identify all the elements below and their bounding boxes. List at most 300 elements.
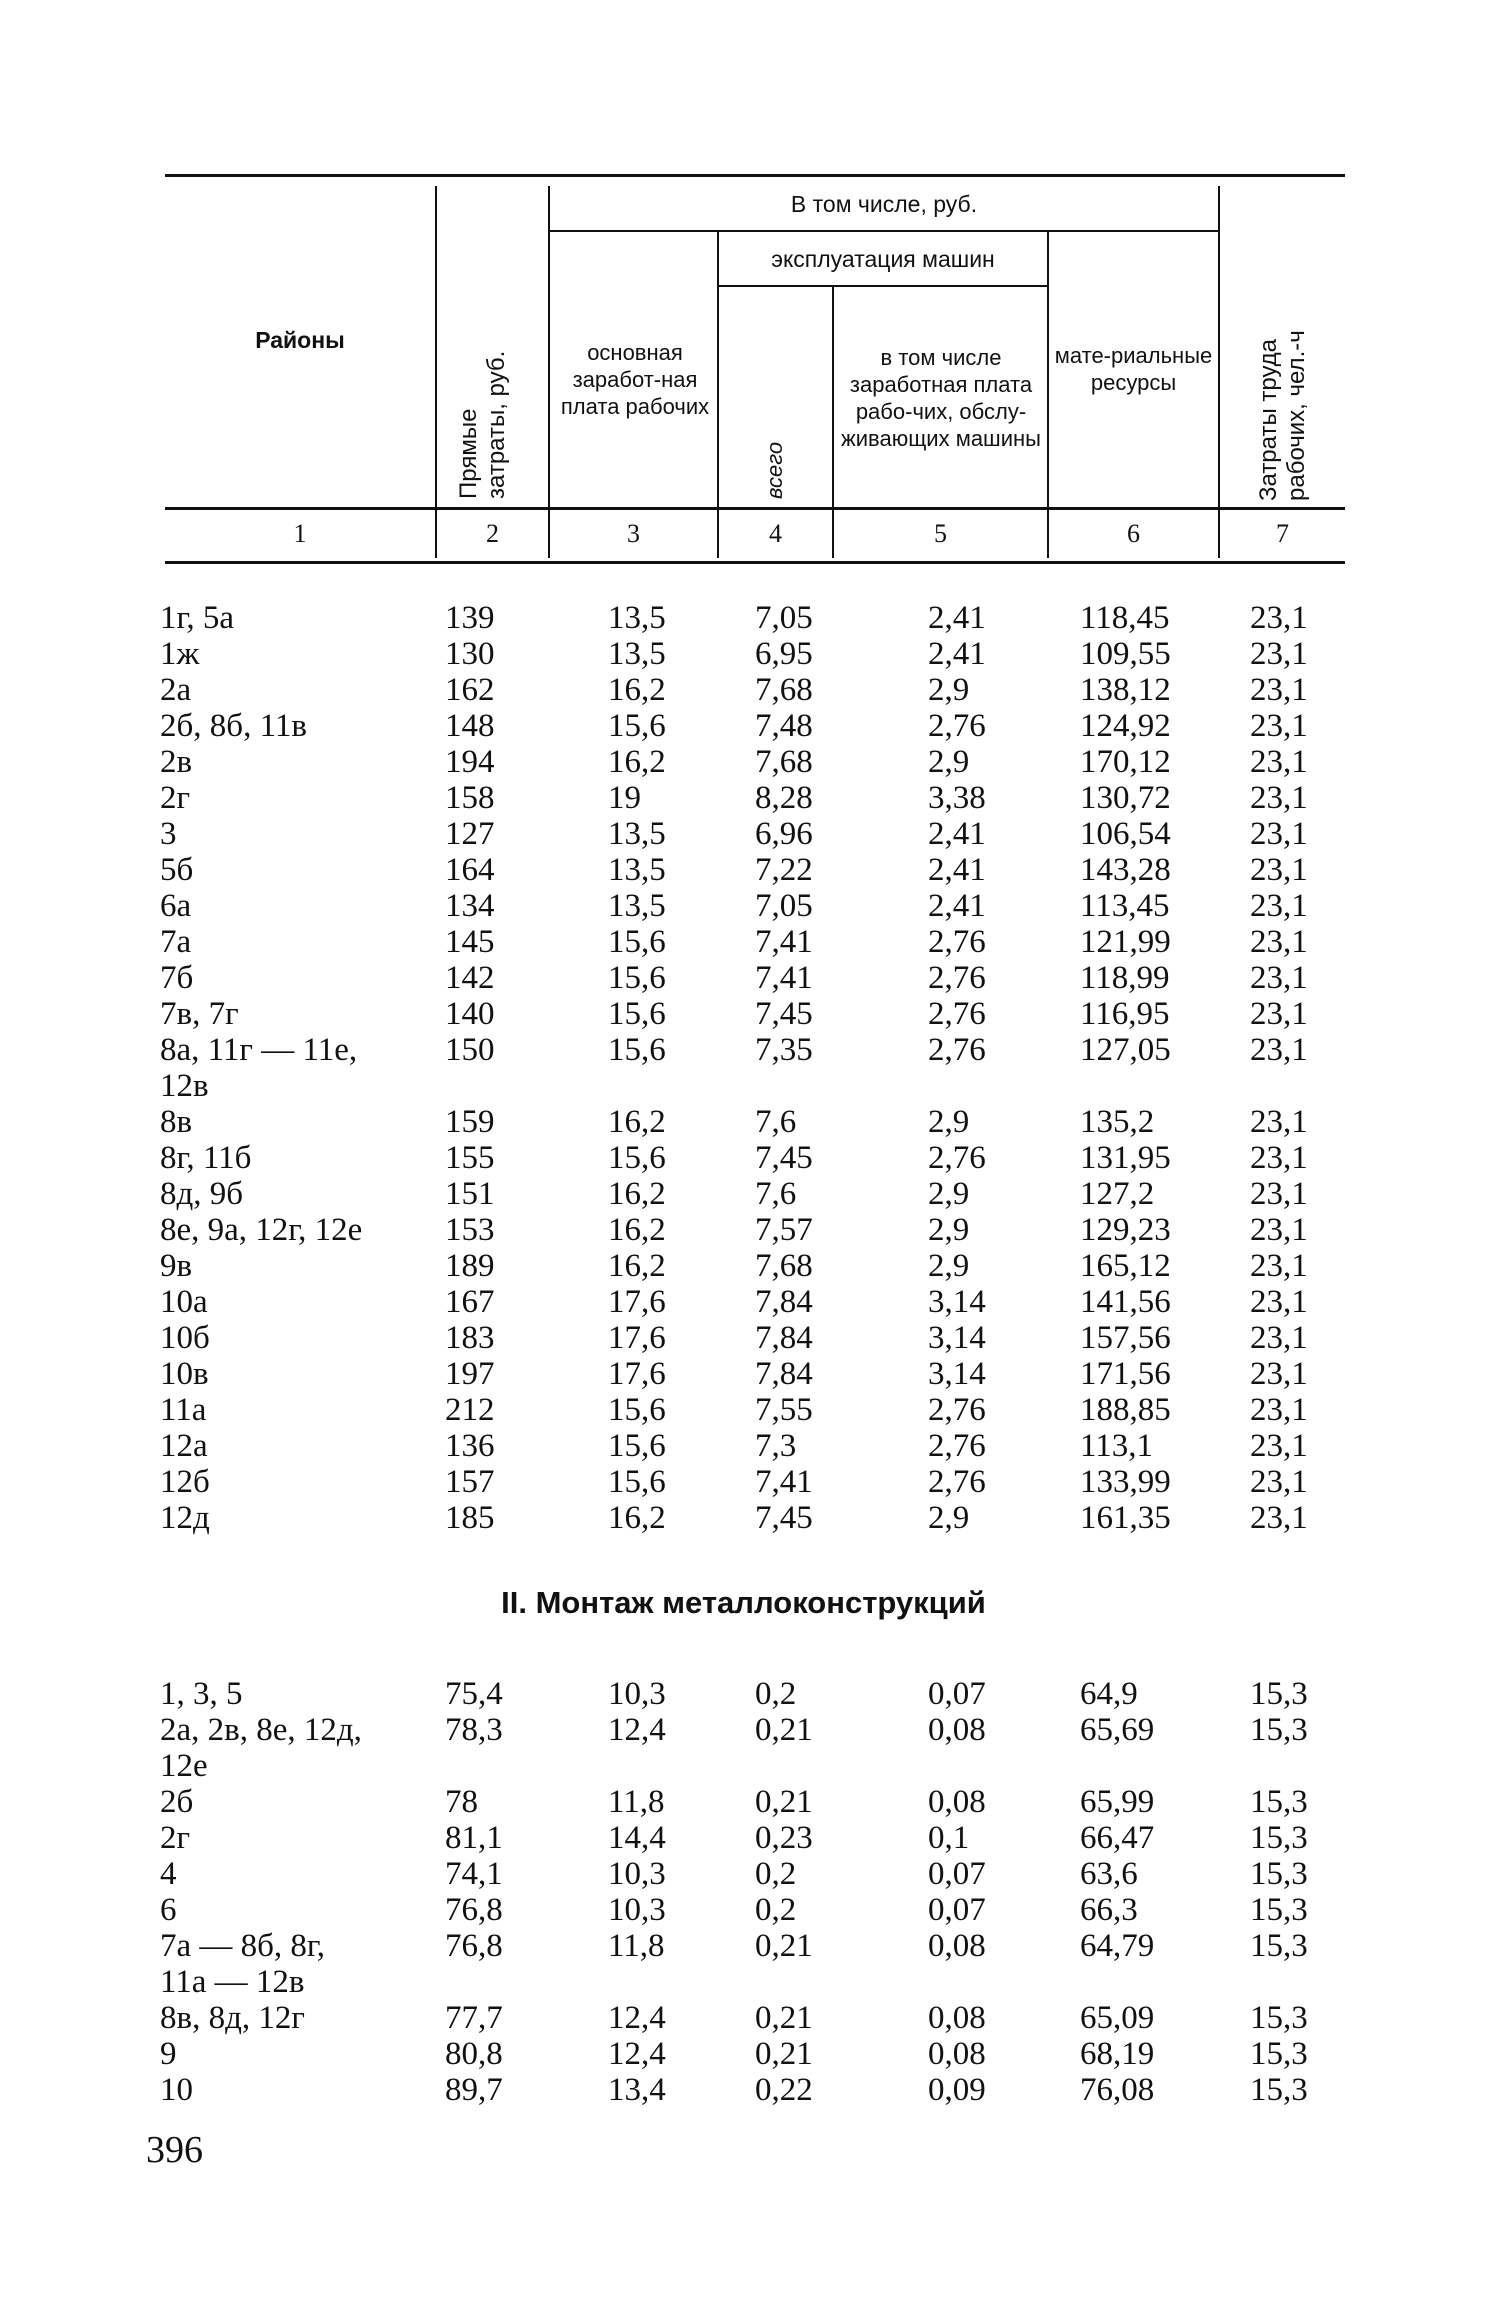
numbers-bottom-rule <box>165 561 1345 564</box>
cell-materials: 133,99 <box>1080 1464 1171 1500</box>
cell-direct-costs: 134 <box>445 888 495 924</box>
cell-machines-wage: 3,14 <box>928 1356 986 1392</box>
cell-labor: 15,3 <box>1250 1892 1308 1928</box>
cell-materials: 170,12 <box>1080 744 1171 780</box>
cell-direct-costs: 75,4 <box>445 1676 503 1712</box>
table-row <box>0 1892 1487 1928</box>
table-row <box>0 1784 1487 1820</box>
table-row <box>0 888 1487 924</box>
cell-base-wage: 10,3 <box>608 1856 666 1892</box>
cell-materials: 118,99 <box>1080 960 1170 996</box>
cell-labor: 23,1 <box>1250 960 1308 996</box>
table-header <box>165 174 1345 569</box>
cell-labor: 23,1 <box>1250 744 1308 780</box>
cell-materials: 157,56 <box>1080 1320 1171 1356</box>
cell-direct-costs: 197 <box>445 1356 495 1392</box>
table-row <box>0 1464 1487 1500</box>
cell-district: 8в <box>160 1104 193 1140</box>
cell-district: 7а — 8б, 8г, <box>160 1928 325 1964</box>
cell-machines-wage: 2,41 <box>928 600 986 636</box>
cell-base-wage: 12,4 <box>608 2000 666 2036</box>
cell-district: 6 <box>160 1892 177 1928</box>
cell-base-wage: 16,2 <box>608 1248 666 1284</box>
vrule-2 <box>548 186 550 558</box>
cell-base-wage: 15,6 <box>608 924 666 960</box>
cell-direct-costs: 194 <box>445 744 495 780</box>
cell-materials: 188,85 <box>1080 1392 1171 1428</box>
table-row-continuation <box>0 1068 1487 1104</box>
cell-district-continuation: 12в <box>160 1068 209 1104</box>
cell-materials: 64,9 <box>1080 1676 1138 1712</box>
cell-labor: 15,3 <box>1250 1856 1308 1892</box>
col-number-2: 2 <box>486 519 499 548</box>
table-row-continuation <box>0 1748 1487 1784</box>
table-row <box>0 2000 1487 2036</box>
cell-labor: 15,3 <box>1250 2072 1308 2108</box>
cell-direct-costs: 185 <box>445 1500 495 1536</box>
cell-labor: 23,1 <box>1250 1212 1308 1248</box>
cell-machines-total: 7,3 <box>755 1428 797 1464</box>
cell-base-wage: 15,6 <box>608 1392 666 1428</box>
cell-direct-costs: 80,8 <box>445 2036 503 2072</box>
cell-materials: 116,95 <box>1080 996 1170 1032</box>
cell-machines-wage: 2,9 <box>928 1176 970 1212</box>
cell-materials: 106,54 <box>1080 816 1171 852</box>
cell-base-wage: 13,5 <box>608 816 666 852</box>
table-row <box>0 1140 1487 1176</box>
table-row <box>0 1928 1487 1964</box>
cell-district: 2б, 8б, 11в <box>160 708 307 744</box>
cell-district: 8а, 11г — 11е, <box>160 1032 358 1068</box>
cell-machines-wage: 2,76 <box>928 708 986 744</box>
table-row <box>0 600 1487 636</box>
cell-materials: 66,47 <box>1080 1820 1155 1856</box>
cell-machines-wage: 2,76 <box>928 1428 986 1464</box>
cell-district: 2б <box>160 1784 194 1820</box>
cell-labor: 15,3 <box>1250 1712 1308 1748</box>
cell-materials: 127,2 <box>1080 1176 1155 1212</box>
cell-district: 1ж <box>160 636 200 672</box>
cell-district: 8д, 9б <box>160 1176 244 1212</box>
cell-machines-total: 7,68 <box>755 1248 813 1284</box>
group-header-v-tom-chisle: В том числе, руб. <box>790 190 978 217</box>
cell-machines-wage: 2,76 <box>928 1140 986 1176</box>
table-row <box>0 1104 1487 1140</box>
cell-direct-costs: 158 <box>445 780 495 816</box>
table-row <box>0 1428 1487 1464</box>
cell-base-wage: 16,2 <box>608 1212 666 1248</box>
table-row <box>0 672 1487 708</box>
cell-machines-total: 7,48 <box>755 708 813 744</box>
cell-direct-costs: 212 <box>445 1392 495 1428</box>
cell-labor: 23,1 <box>1250 1392 1308 1428</box>
cell-district: 2а, 2в, 8е, 12д, <box>160 1712 362 1748</box>
cell-district-continuation: 11а — 12в <box>160 1964 305 2000</box>
header-bottom-rule <box>165 507 1345 510</box>
cell-labor: 15,3 <box>1250 2036 1308 2072</box>
cell-labor: 23,1 <box>1250 1284 1308 1320</box>
col-number-5: 5 <box>934 519 947 548</box>
col-number-6: 6 <box>1127 519 1140 548</box>
cell-machines-wage: 0,08 <box>928 1784 986 1820</box>
cell-machines-wage: 2,76 <box>928 1032 986 1068</box>
cell-machines-wage: 0,08 <box>928 1928 986 1964</box>
cell-machines-wage: 3,14 <box>928 1284 986 1320</box>
table-row <box>0 1392 1487 1428</box>
col-header-zatraty-truda: Затраты труда рабочих, чел.-ч <box>1255 330 1310 501</box>
cell-materials: 165,12 <box>1080 1248 1171 1284</box>
cell-district: 11а <box>160 1392 207 1428</box>
cell-base-wage: 19 <box>608 780 641 816</box>
table-row <box>0 744 1487 780</box>
cell-machines-total: 0,2 <box>755 1892 797 1928</box>
cell-base-wage: 11,8 <box>608 1928 665 1964</box>
cell-machines-total: 7,68 <box>755 672 813 708</box>
cell-base-wage: 16,2 <box>608 672 666 708</box>
table-row <box>0 708 1487 744</box>
cell-machines-total: 7,84 <box>755 1356 813 1392</box>
cell-district: 2а <box>160 672 192 708</box>
cell-machines-wage: 2,76 <box>928 924 986 960</box>
cell-district: 8в, 8д, 12г <box>160 2000 305 2036</box>
cell-labor: 23,1 <box>1250 1248 1308 1284</box>
cell-materials: 143,28 <box>1080 852 1171 888</box>
cell-machines-wage: 2,41 <box>928 852 986 888</box>
col-header-pryamye: Прямые затраты, руб. <box>455 350 510 499</box>
cell-machines-total: 7,6 <box>755 1176 797 1212</box>
machines-rule <box>717 285 1047 287</box>
col-header-zarplata-mashin: в том числе заработная плата рабо-чих, обслу-живающих машины <box>841 345 1041 451</box>
cell-direct-costs: 145 <box>445 924 495 960</box>
cell-labor: 23,1 <box>1250 780 1308 816</box>
cell-materials: 66,3 <box>1080 1892 1138 1928</box>
cell-labor: 23,1 <box>1250 1104 1308 1140</box>
cell-machines-wage: 0,09 <box>928 2072 986 2108</box>
cell-base-wage: 13,5 <box>608 600 666 636</box>
cell-machines-wage: 2,76 <box>928 1464 986 1500</box>
cell-materials: 118,45 <box>1080 600 1170 636</box>
cell-machines-total: 7,84 <box>755 1320 813 1356</box>
cell-labor: 23,1 <box>1250 996 1308 1032</box>
cell-machines-wage: 2,41 <box>928 816 986 852</box>
cell-materials: 76,08 <box>1080 2072 1155 2108</box>
cell-base-wage: 14,4 <box>608 1820 666 1856</box>
cell-base-wage: 16,2 <box>608 1104 666 1140</box>
cell-district: 1, 3, 5 <box>160 1676 243 1712</box>
cell-machines-wage: 0,07 <box>928 1676 986 1712</box>
cell-labor: 15,3 <box>1250 1784 1308 1820</box>
cell-direct-costs: 76,8 <box>445 1892 503 1928</box>
cell-machines-wage: 0,07 <box>928 1892 986 1928</box>
cell-district-continuation: 12е <box>160 1748 208 1784</box>
cell-direct-costs: 76,8 <box>445 1928 503 1964</box>
cell-direct-costs: 153 <box>445 1212 495 1248</box>
cell-machines-total: 7,41 <box>755 924 813 960</box>
cell-labor: 23,1 <box>1250 1320 1308 1356</box>
cell-district: 3 <box>160 816 177 852</box>
cell-materials: 65,69 <box>1080 1712 1155 1748</box>
cell-materials: 68,19 <box>1080 2036 1155 2072</box>
section2-title: II. Монтаж металлоконструкций <box>501 1585 986 1620</box>
cell-direct-costs: 136 <box>445 1428 495 1464</box>
cell-direct-costs: 139 <box>445 600 495 636</box>
cell-direct-costs: 81,1 <box>445 1820 503 1856</box>
cell-district: 10в <box>160 1356 209 1392</box>
cell-machines-wage: 2,41 <box>928 636 986 672</box>
group-header-ekspluataciya: эксплуатация машин <box>771 245 995 272</box>
cell-materials: 65,09 <box>1080 2000 1155 2036</box>
cell-labor: 23,1 <box>1250 672 1308 708</box>
col-header-osnovnaya: основная заработ-ная плата рабочих <box>560 339 710 419</box>
cell-district: 8е, 9а, 12г, 12е <box>160 1212 363 1248</box>
cell-machines-total: 6,95 <box>755 636 813 672</box>
cell-machines-wage: 2,9 <box>928 1500 970 1536</box>
cell-materials: 113,45 <box>1080 888 1170 924</box>
cell-labor: 15,3 <box>1250 1676 1308 1712</box>
cell-labor: 23,1 <box>1250 1140 1308 1176</box>
cell-direct-costs: 78,3 <box>445 1712 503 1748</box>
cell-machines-total: 7,45 <box>755 1500 813 1536</box>
table-row <box>0 1032 1487 1068</box>
table-row <box>0 2072 1487 2108</box>
cell-district: 9 <box>160 2036 177 2072</box>
cell-labor: 23,1 <box>1250 888 1308 924</box>
cell-machines-wage: 0,07 <box>928 1856 986 1892</box>
cell-machines-total: 0,2 <box>755 1676 797 1712</box>
vrule-1 <box>435 186 437 558</box>
cell-labor: 23,1 <box>1250 816 1308 852</box>
cell-labor: 15,3 <box>1250 1928 1308 1964</box>
cell-base-wage: 15,6 <box>608 1464 666 1500</box>
cell-base-wage: 16,2 <box>608 1500 666 1536</box>
cell-materials: 131,95 <box>1080 1140 1171 1176</box>
cell-machines-total: 0,2 <box>755 1856 797 1892</box>
cell-direct-costs: 189 <box>445 1248 495 1284</box>
cell-machines-total: 0,23 <box>755 1820 813 1856</box>
col-number-3: 3 <box>627 519 640 548</box>
cell-labor: 23,1 <box>1250 1032 1308 1068</box>
cell-machines-total: 7,45 <box>755 1140 813 1176</box>
cell-direct-costs: 130 <box>445 636 495 672</box>
cell-direct-costs: 159 <box>445 1104 495 1140</box>
vrule-5 <box>1047 232 1049 558</box>
cell-machines-total: 7,41 <box>755 960 813 996</box>
cell-machines-total: 0,21 <box>755 2036 813 2072</box>
table-row <box>0 996 1487 1032</box>
cell-direct-costs: 127 <box>445 816 495 852</box>
vrule-4 <box>832 287 834 558</box>
cell-machines-total: 0,21 <box>755 1784 813 1820</box>
cell-direct-costs: 148 <box>445 708 495 744</box>
table-row <box>0 1676 1487 1712</box>
cell-machines-total: 7,55 <box>755 1392 813 1428</box>
group-rule <box>550 230 1220 232</box>
table-row <box>0 816 1487 852</box>
cell-base-wage: 16,2 <box>608 1176 666 1212</box>
cell-district: 7в, 7г <box>160 996 239 1032</box>
cell-machines-total: 7,22 <box>755 852 813 888</box>
cell-district: 2г <box>160 1820 191 1856</box>
cell-machines-wage: 0,08 <box>928 2036 986 2072</box>
cell-direct-costs: 74,1 <box>445 1856 503 1892</box>
cell-machines-wage: 2,76 <box>928 1392 986 1428</box>
cell-base-wage: 11,8 <box>608 1784 665 1820</box>
table-row <box>0 1820 1487 1856</box>
table-row <box>0 1500 1487 1536</box>
table-row <box>0 1356 1487 1392</box>
cell-base-wage: 13,5 <box>608 888 666 924</box>
cell-base-wage: 12,4 <box>608 1712 666 1748</box>
cell-machines-total: 0,21 <box>755 1712 813 1748</box>
vrule-6 <box>1218 186 1220 558</box>
cell-district: 7а <box>160 924 192 960</box>
cell-materials: 171,56 <box>1080 1356 1171 1392</box>
cell-district: 2г <box>160 780 191 816</box>
cell-direct-costs: 78 <box>445 1784 478 1820</box>
cell-district: 4 <box>160 1856 177 1892</box>
cell-materials: 161,35 <box>1080 1500 1171 1536</box>
cell-labor: 23,1 <box>1250 600 1308 636</box>
cell-district: 5б <box>160 852 194 888</box>
cell-materials: 135,2 <box>1080 1104 1155 1140</box>
cell-machines-wage: 2,9 <box>928 744 970 780</box>
cell-labor: 23,1 <box>1250 852 1308 888</box>
cell-base-wage: 16,2 <box>608 744 666 780</box>
cell-base-wage: 17,6 <box>608 1356 666 1392</box>
table-row <box>0 1212 1487 1248</box>
cell-materials: 109,55 <box>1080 636 1171 672</box>
cell-machines-wage: 2,76 <box>928 960 986 996</box>
cell-labor: 23,1 <box>1250 636 1308 672</box>
table-row <box>0 2036 1487 2072</box>
cell-machines-total: 7,84 <box>755 1284 813 1320</box>
cell-materials: 138,12 <box>1080 672 1171 708</box>
cell-district: 12а <box>160 1428 208 1464</box>
cell-base-wage: 15,6 <box>608 1032 666 1068</box>
cell-machines-wage: 2,76 <box>928 996 986 1032</box>
cell-direct-costs: 157 <box>445 1464 495 1500</box>
cell-base-wage: 15,6 <box>608 1140 666 1176</box>
cell-base-wage: 15,6 <box>608 960 666 996</box>
cell-machines-wage: 0,1 <box>928 1820 970 1856</box>
cell-materials: 141,56 <box>1080 1284 1171 1320</box>
cell-base-wage: 17,6 <box>608 1284 666 1320</box>
cell-district: 12б <box>160 1464 210 1500</box>
cell-labor: 23,1 <box>1250 708 1308 744</box>
cell-labor: 23,1 <box>1250 1500 1308 1536</box>
cell-direct-costs: 150 <box>445 1032 495 1068</box>
cell-base-wage: 17,6 <box>608 1320 666 1356</box>
cell-district: 6а <box>160 888 192 924</box>
cell-base-wage: 13,5 <box>608 852 666 888</box>
cell-machines-wage: 0,08 <box>928 2000 986 2036</box>
cell-machines-total: 8,28 <box>755 780 813 816</box>
table-row-continuation <box>0 1964 1487 2000</box>
cell-district: 8г, 11б <box>160 1140 252 1176</box>
cell-direct-costs: 183 <box>445 1320 495 1356</box>
table-row <box>0 636 1487 672</box>
cell-base-wage: 13,4 <box>608 2072 666 2108</box>
cell-machines-total: 0,21 <box>755 2000 813 2036</box>
cell-direct-costs: 77,7 <box>445 2000 503 2036</box>
cell-machines-wage: 2,41 <box>928 888 986 924</box>
cell-district: 2в <box>160 744 193 780</box>
table-row <box>0 1176 1487 1212</box>
cell-district: 10 <box>160 2072 193 2108</box>
cell-base-wage: 15,6 <box>608 708 666 744</box>
col-header-vsego: всего <box>762 441 787 499</box>
table-row <box>0 1284 1487 1320</box>
cell-machines-total: 7,05 <box>755 888 813 924</box>
cell-direct-costs: 151 <box>445 1176 495 1212</box>
cell-labor: 23,1 <box>1250 1176 1308 1212</box>
cell-district: 7б <box>160 960 194 996</box>
cell-machines-wage: 2,9 <box>928 1104 970 1140</box>
cell-machines-wage: 0,08 <box>928 1712 986 1748</box>
table-row <box>0 1248 1487 1284</box>
cell-materials: 64,79 <box>1080 1928 1155 1964</box>
cell-machines-wage: 2,9 <box>928 1248 970 1284</box>
cell-materials: 63,6 <box>1080 1856 1138 1892</box>
cell-district: 1г, 5а <box>160 600 234 636</box>
cell-base-wage: 15,6 <box>608 996 666 1032</box>
cell-district: 9в <box>160 1248 193 1284</box>
cell-direct-costs: 142 <box>445 960 495 996</box>
cell-labor: 23,1 <box>1250 1356 1308 1392</box>
cell-district: 12д <box>160 1500 210 1536</box>
cell-labor: 23,1 <box>1250 1464 1308 1500</box>
cell-direct-costs: 164 <box>445 852 495 888</box>
cell-machines-total: 7,35 <box>755 1032 813 1068</box>
cell-district: 10б <box>160 1320 210 1356</box>
cell-labor: 23,1 <box>1250 924 1308 960</box>
cell-direct-costs: 155 <box>445 1140 495 1176</box>
table-row <box>0 1320 1487 1356</box>
cell-labor: 15,3 <box>1250 1820 1308 1856</box>
table-row <box>0 1712 1487 1748</box>
page-number: 396 <box>146 2129 203 2171</box>
cell-direct-costs: 167 <box>445 1284 495 1320</box>
cell-base-wage: 13,5 <box>608 636 666 672</box>
cell-materials: 129,23 <box>1080 1212 1171 1248</box>
table-row <box>0 1856 1487 1892</box>
cell-machines-wage: 3,38 <box>928 780 986 816</box>
cell-materials: 127,05 <box>1080 1032 1171 1068</box>
cell-labor: 23,1 <box>1250 1428 1308 1464</box>
cell-machines-wage: 3,14 <box>928 1320 986 1356</box>
cell-machines-total: 7,45 <box>755 996 813 1032</box>
cell-materials: 121,99 <box>1080 924 1171 960</box>
col-header-rayony: Районы <box>255 327 345 353</box>
cell-direct-costs: 140 <box>445 996 495 1032</box>
col-number-1: 1 <box>293 519 307 548</box>
cell-machines-wage: 2,9 <box>928 1212 970 1248</box>
cell-machines-total: 7,68 <box>755 744 813 780</box>
cell-materials: 113,1 <box>1080 1428 1154 1464</box>
cell-materials: 65,99 <box>1080 1784 1155 1820</box>
col-number-4: 4 <box>769 519 782 548</box>
cell-direct-costs: 89,7 <box>445 2072 503 2108</box>
cell-base-wage: 12,4 <box>608 2036 666 2072</box>
table-row <box>0 960 1487 996</box>
cell-machines-total: 7,57 <box>755 1212 813 1248</box>
col-number-7: 7 <box>1276 519 1289 548</box>
cell-base-wage: 10,3 <box>608 1676 666 1712</box>
cell-machines-total: 0,21 <box>755 1928 813 1964</box>
cell-machines-total: 7,05 <box>755 600 813 636</box>
cell-base-wage: 15,6 <box>608 1428 666 1464</box>
cell-machines-total: 7,6 <box>755 1104 797 1140</box>
